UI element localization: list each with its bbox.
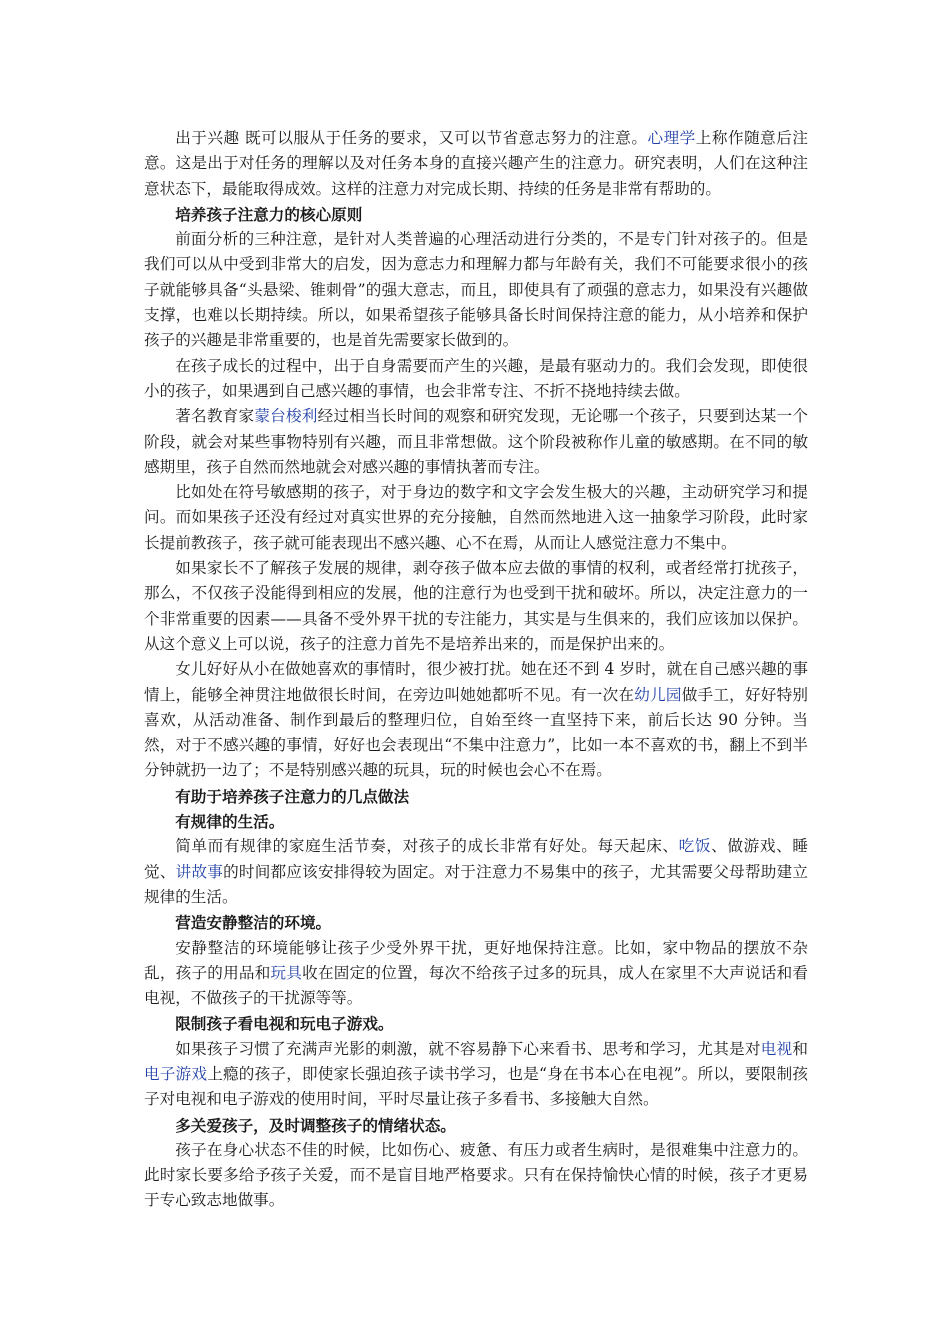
paragraph — [144, 1037, 808, 1113]
document-body — [144, 126, 808, 1214]
hyperlink-psychology[interactable]: 心理学 — [647, 129, 696, 147]
text-run: 如果家长不了解孩子发展的规律，剥夺孩子做本应去做的事情的权利，或者经常打扰孩子，那么，不仅孩子没能得到相应的发展，他的注意行为也受到干扰和破坏。所以，决定注意力的一个非常重要的因素——具备不受外界干扰的专注能力，其实是与生俱来的，我们应该加以保护。从这个意义上可以说，孩子的注意力首先不是培养出来的，而是保护出来的。 — [144, 559, 808, 653]
text-run: 、做游戏、睡觉、 — [144, 837, 808, 881]
text-run: 收在固定的位置，每次不给孩子过多的玩具，成人在家里不大声说话和看电视，不做孩子的干扰源等等。 — [144, 963, 808, 1008]
text-run: 在孩子成长的过程中，出于自身需要而产生的兴趣，是最有驱动力的。我们会发现，即使很小的孩子，如果遇到自己感兴趣的事情，也会非常专注、不折不挠地持续去做。 — [144, 356, 808, 400]
paragraph — [144, 354, 808, 405]
text-run: 简单而有规律的家庭生活节奏，对孩子的成长非常有好处。每天起床、 — [175, 837, 679, 856]
text-run: 著名教育家 — [175, 407, 255, 426]
sub-heading — [144, 809, 808, 834]
text-run: 的时间都应该安排得较为固定。对于注意力不易集中的孩子，尤其需要父母帮助建立规律的生活。 — [144, 862, 808, 906]
text-run: 孩子在身心状态不佳的时候，比如伤心、疲惫、有压力或者生病时，是很难集中注意力的。此时家长要多给予孩子关爱，而不是盲目地严格要求。只有在保持愉快心情的时候，孩子才更易于专心致志地做事。 — [144, 1140, 808, 1210]
paragraph — [144, 834, 808, 910]
text-run: 如果孩子习惯了充满声光影的刺激，就不容易静下心来看书、思考和学习，尤其是对 — [175, 1039, 761, 1058]
heading-text: 多关爱孩子，及时调整孩子的情绪状态。 — [175, 1115, 456, 1135]
heading-text: 培养孩子注意力的核心原则 — [175, 204, 363, 224]
paragraph — [144, 1138, 808, 1214]
section-heading — [144, 202, 808, 227]
sub-heading — [144, 1113, 808, 1138]
paragraph — [144, 404, 808, 480]
hyperlink-kindergarten[interactable]: 幼儿园 — [634, 685, 682, 704]
hyperlink-storytelling[interactable]: 讲故事 — [175, 862, 224, 881]
text-run: 做手工，好好特别喜欢，从活动准备、制作到最后的整理归位，自始至终一直坚持下来，前后长达 90 分钟。当然，对于不感兴趣的事情，好好也会表现出“不集中注意力”，比如一本不喜欢的书，翻上不到半分钟就扔一边了；不是特别感兴趣的玩具，玩的时候也会心不在焉。 — [144, 685, 808, 780]
paragraph — [144, 556, 808, 657]
text-run: 安静整洁的环境能够让孩子少受外界干扰，更好地保持注意。比如，家中物品的摆放不杂乱，孩子的用品和 — [144, 938, 808, 982]
hyperlink-video-games[interactable]: 电子游戏 — [144, 1064, 208, 1083]
section-heading — [144, 784, 808, 809]
text-run: 出于兴趣 既可以服从于任务的要求，又可以节省意志努力的注意。 — [175, 129, 648, 147]
heading-text: 有助于培养孩子注意力的几点做法 — [175, 786, 410, 806]
paragraph — [144, 936, 808, 1012]
text-run: 上瘾的孩子，即使家长强迫孩子读书学习，也是“身在书本心在电视”。所以，要限制孩子对电视和电子游戏的使用时间，平时尽量让孩子多看书、多接触大自然。 — [144, 1064, 808, 1109]
sub-heading — [144, 1011, 808, 1036]
heading-text: 限制孩子看电视和玩电子游戏。 — [175, 1014, 394, 1034]
heading-text: 营造安静整洁的环境。 — [175, 913, 332, 933]
heading-text: 有规律的生活。 — [175, 812, 285, 832]
text-run: 上称作随意后注意。这是出于对任务的理解以及对任务本身的直接兴趣产生的注意力。研究表明，人们在这种注意状态下，最能取得成效。这样的注意力对完成长期、持续的任务是非常有帮助的。 — [144, 129, 808, 198]
hyperlink-television[interactable]: 电视 — [760, 1039, 793, 1058]
paragraph — [144, 126, 808, 202]
paragraph — [144, 227, 808, 353]
text-run: 前面分析的三种注意，是针对人类普遍的心理活动进行分类的，不是专门针对孩子的。但是我们可以从中受到非常大的启发，因为意志力和理解力都与年龄有关，我们不可能要求很小的孩子就能够具备“头悬梁、锥刺骨”的强大意志，而且，即使具有了顽强的意志力，如果没有兴趣做支撑，也难以长期持续。所以，如果希望孩子能够具备长时间保持注意的能力，从小培养和保护孩子的兴趣是非常重要的，也是首先需要家长做到的。 — [144, 230, 808, 350]
paragraph — [144, 657, 808, 783]
sub-heading — [144, 910, 808, 935]
text-run: 经过相当长时间的观察和研究发现，无论哪一个孩子，只要到达某一个阶段，就会对某些事物特别有兴趣，而且非常想做。这个阶段被称作儿童的敏感期。在不同的敏感期里，孩子自然而然地就会对感兴趣的事情执著而专注。 — [144, 407, 808, 476]
hyperlink-eating[interactable]: 吃饭 — [678, 837, 712, 856]
text-run: 比如处在符号敏感期的孩子，对于身边的数字和文字会发生极大的兴趣，主动研究学习和提问。而如果孩子还没有经过对真实世界的充分接触，自然而然地进入这一抽象学习阶段，此时家长提前教孩子，孩子就可能表现出不感兴趣、心不在焉，从而让人感觉注意力不集中。 — [144, 483, 808, 552]
text-run: 和 — [792, 1039, 808, 1058]
hyperlink-toys[interactable]: 玩具 — [270, 963, 303, 982]
text-run: 女儿好好从小在做她喜欢的事情时，很少被打扰。她在还不到 4 岁时，就在自己感兴趣的事情上，能够全神贯注地做很长时间，在旁边叫她她都听不见。有一次在 — [144, 660, 808, 704]
hyperlink-montessori[interactable]: 蒙台梭利 — [254, 407, 318, 426]
paragraph — [144, 480, 808, 556]
